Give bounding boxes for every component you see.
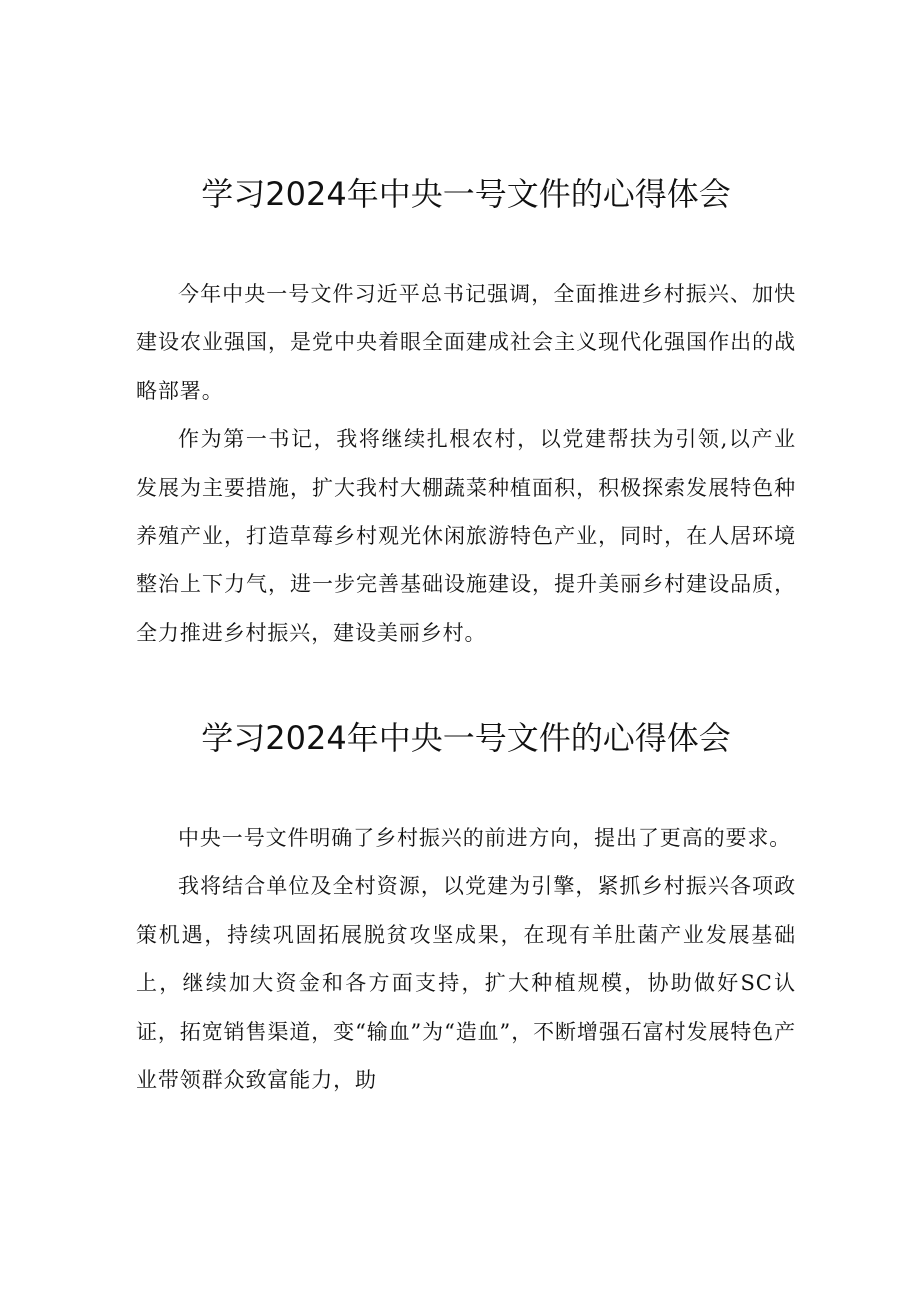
article-section bbox=[136, 168, 796, 657]
paragraph: 我将结合单位及全村资源，以党建为引擎，紧抓乡村振兴各项政策机遇，持续巩固拓展脱贫攻坚成果，在现有羊肚菌产业发展基础上，继续加大资金和各方面支持，扩大种植规模，协助做好SC认证，拓宽销售渠道，变“输血”为“造血”，不断增强石富村发展特色产业带领群众致富能力，助 bbox=[136, 874, 796, 1093]
article-body bbox=[136, 814, 796, 1104]
paragraph: 作为第一书记，我将继续扎根农村，以党建帮扶为引领,以产业发展为主要措施，扩大我村大棚蔬菜种植面积，积极探索发展特色种养殖产业，打造草莓乡村观光休闲旅游特色产业，同时，在人居环境整治上下力气，进一步完善基础设施建设，提升美丽乡村建设品质，全力推进乡村振兴，建设美丽乡村。 bbox=[136, 427, 796, 645]
article-title: 学习2024年中央一号文件的心得体会 bbox=[201, 719, 731, 757]
article-body bbox=[136, 270, 796, 657]
paragraph: 中央一号文件明确了乡村振兴的前进方向，提出了更高的要求。 bbox=[178, 826, 792, 850]
paragraph: 今年中央一号文件习近平总书记强调，全面推进乡村振兴、加快建设农业强国，是党中央着眼全面建成社会主义现代化强国作出的战略部署。 bbox=[136, 282, 796, 403]
article-title: 学习2024年中央一号文件的心得体会 bbox=[201, 175, 731, 213]
article-section bbox=[136, 712, 796, 1104]
